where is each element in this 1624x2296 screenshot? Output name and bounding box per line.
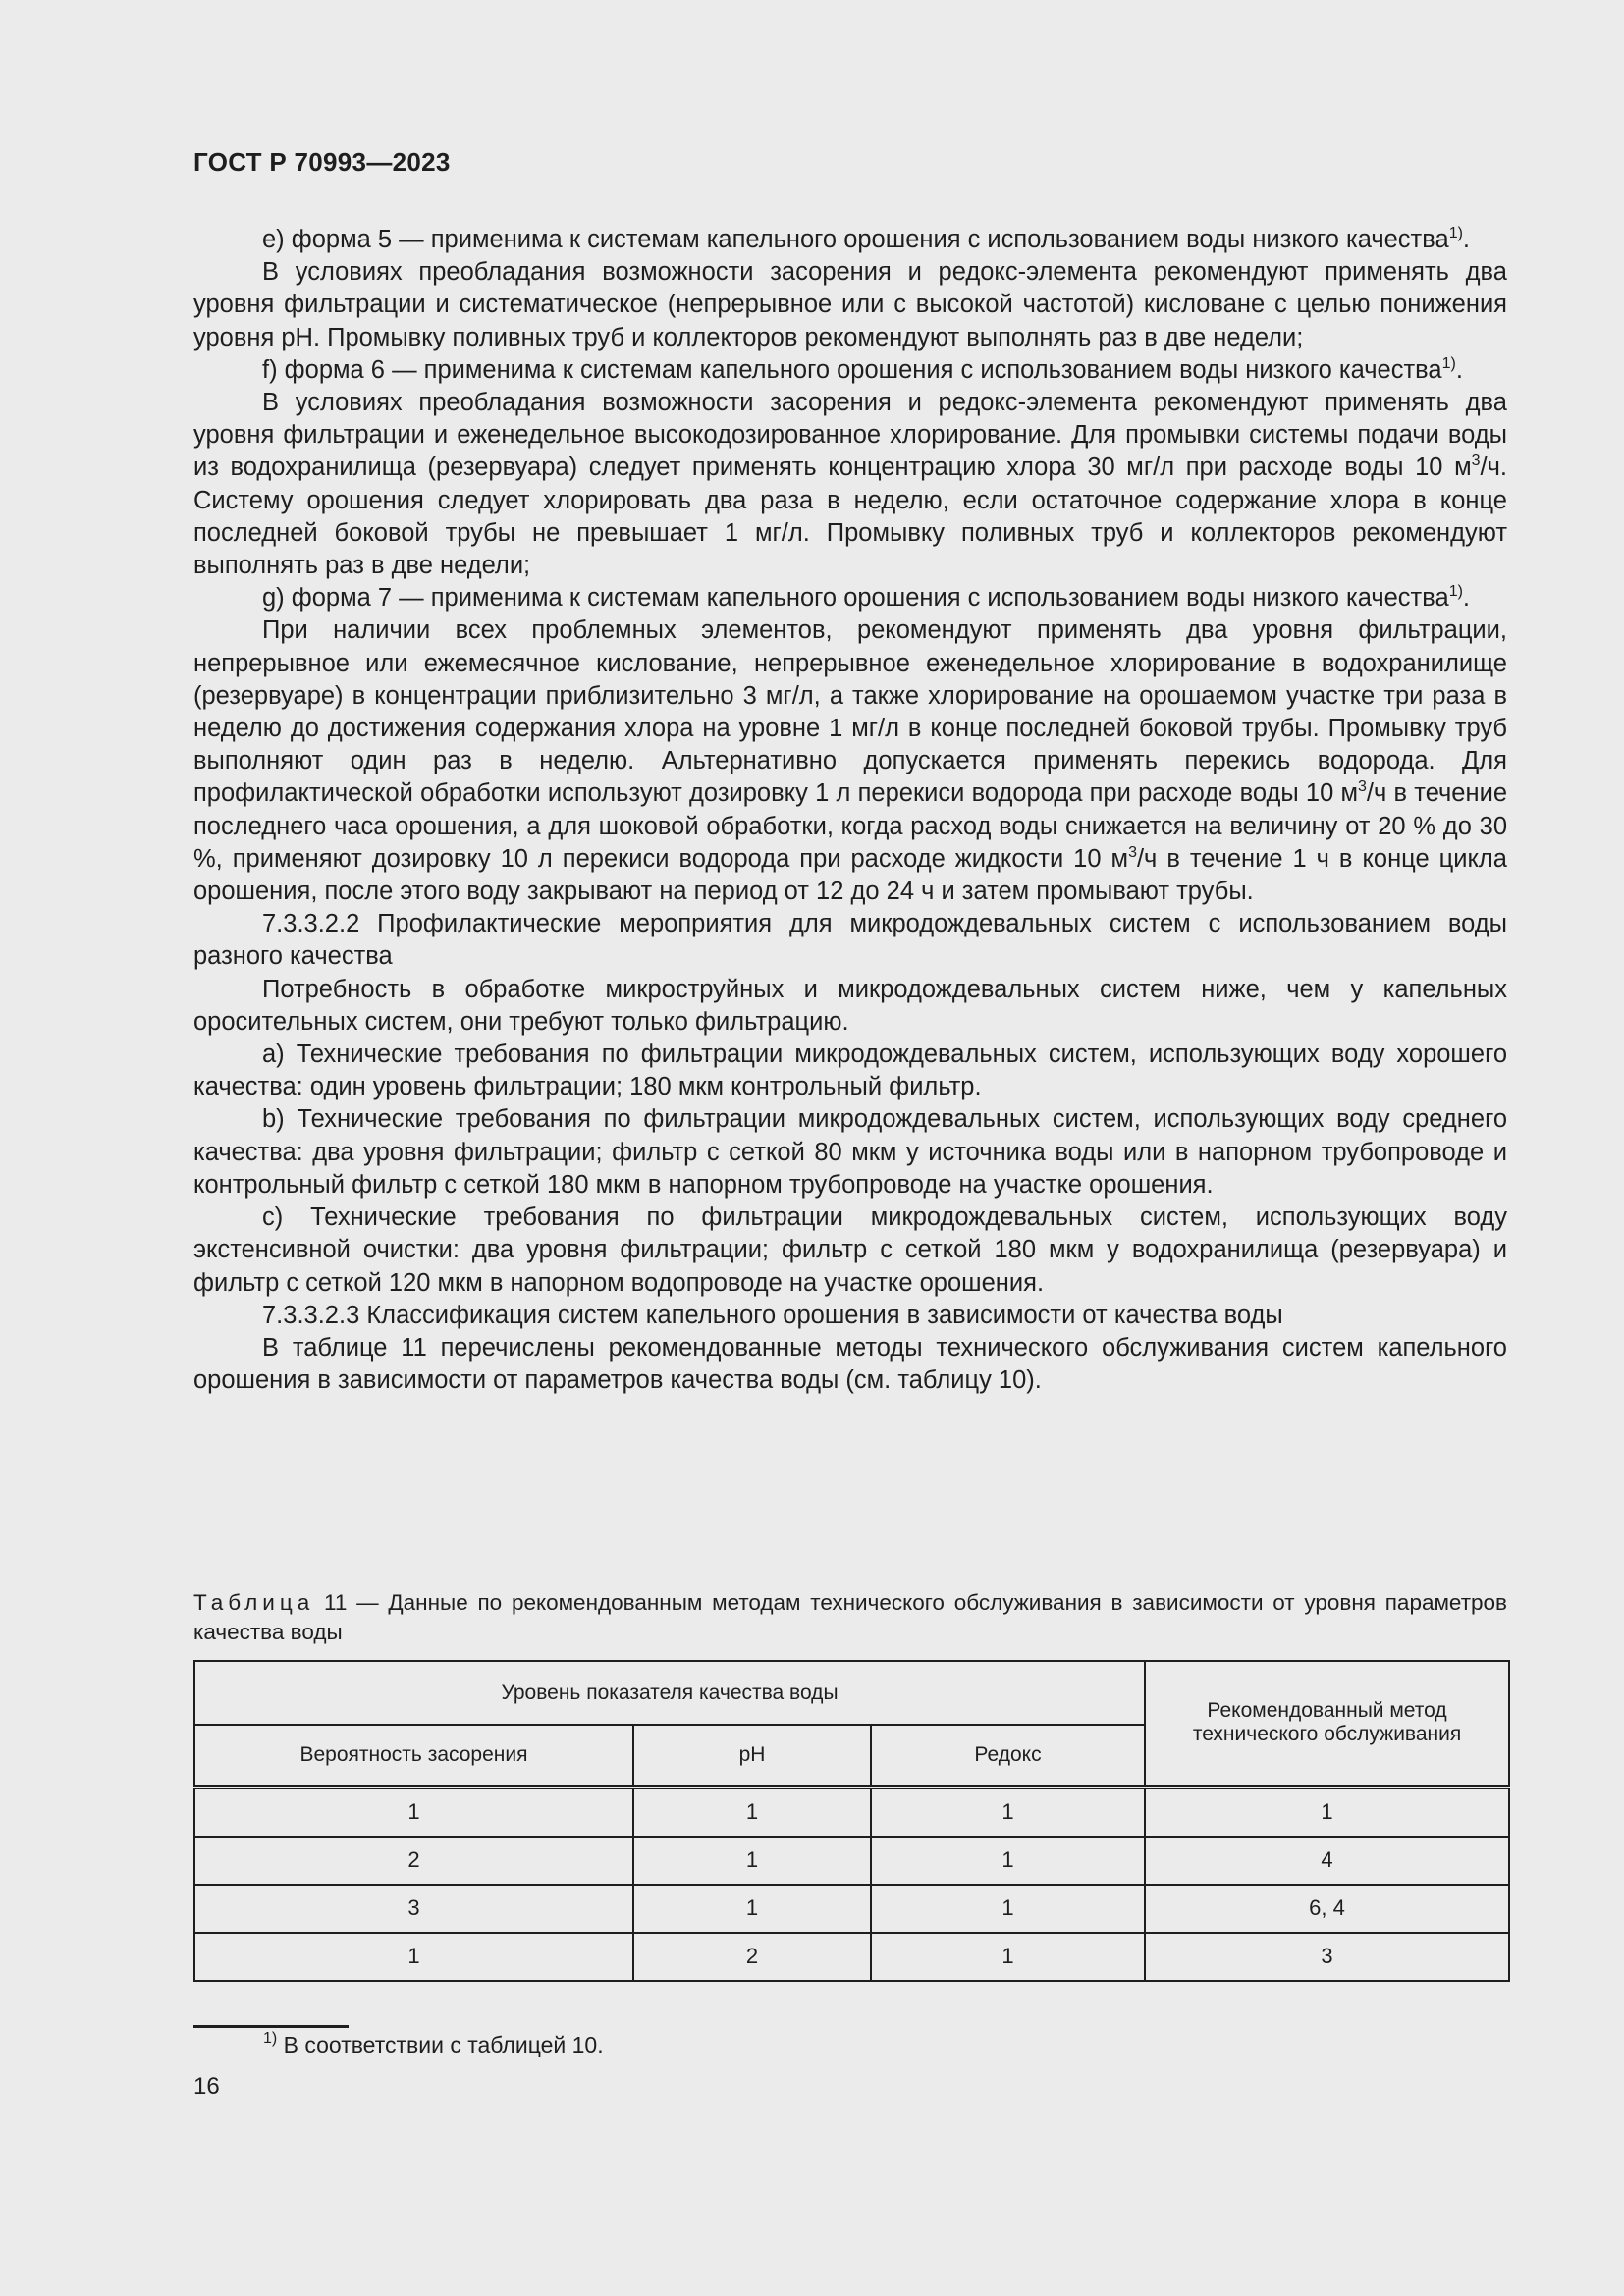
superscript: 3: [1358, 778, 1367, 796]
paragraph: 7.3.3.2.2 Профилактические мероприятия для микродождевальных систем с использованием воды разного качества: [193, 910, 1507, 971]
table-cell: 3: [1145, 1933, 1509, 1981]
table-cell: 1: [871, 1837, 1145, 1885]
paragraph: b) Технические требования по фильтрации микродождевальных систем, использующих воду среднего качества: два уровня фильтрации; фильтр с сеткой 80 мкм у источника воды или в напорном трубопроводе и контрольный фильтр с сеткой 180 мкм в напорном трубопроводе на участке орошения.: [193, 1105, 1507, 1199]
table-row: [194, 1787, 1509, 1837]
table-cell: 6, 4: [1145, 1885, 1509, 1933]
table-cell: 1: [1145, 1787, 1509, 1837]
table-cell: 1: [871, 1885, 1145, 1933]
footnote-ref: 1): [1448, 225, 1463, 241]
table-row: [194, 1885, 1509, 1933]
paragraph: В условиях преобладания возможности засорения и редокс-элемента рекомендуют применять два уровня фильтрации и еженедельное высокодозированное хлорирование. Для промывки системы подачи воды из водохранилища (резервуара) следует применять концентрацию хлора 30 мг/л при расходе воды 10 $м^3/ч$. Систему орошения следует хлорировать два раза в неделю, если остаточное содержание хлора в конце последней боковой трубы не превышает 1 мг/л. Промывку поливных труб и коллекторов рекомендуют выполнять раз в две недели;: [193, 389, 1507, 580]
paragraph: a) Технические требования по фильтрации микродождевальных систем, использующих воду хорошего качества: один уровень фильтрации; 180 мкм контрольный фильтр.: [193, 1041, 1507, 1101]
paragraph: В таблице 11 перечислены рекомендованные методы технического обслуживания систем капельного орошения в зависимости от параметров качества воды (см. таблицу 10).: [193, 1333, 1507, 1395]
footnote-mark: 1): [263, 2030, 278, 2047]
table-cell: 1: [194, 1787, 633, 1837]
table-group-header: Уровень показателя качества воды: [194, 1661, 1145, 1725]
paragraph: f) форма 6 — применима к системам капельного орошения с использованием воды низкого качества$^{1)}$.: [262, 354, 1463, 384]
paragraph: c) Технические требования по фильтрации микродождевальных систем, использующих воду экстенсивной очистки: два уровня фильтрации; фильтр с сеткой 180 мкм у водохранилища (резервуара) и фильтр с сеткой 120 мкм в напорном водопроводе на участке орошения.: [193, 1203, 1507, 1297]
table-cell: 2: [194, 1837, 633, 1885]
paragraph: 7.3.3.2.3 Классификация систем капельного орошения в зависимости от качества воды: [262, 1301, 1283, 1329]
superscript: 3: [1471, 453, 1481, 470]
footnote: $^{1)}$ В соответствии с таблицей 10.: [263, 2030, 604, 2057]
table-header-clogging: Вероятность засорения: [194, 1725, 633, 1787]
paragraph: В условиях преобладания возможности засорения и редокс-элемента рекомендуют применять два уровня фильтрации и систематическое (непрерывное или с высокой частотой) кисловане с целью понижения уровня рН. Промывку поливных труб и коллекторов рекомендуют выполнять раз в две недели;: [193, 258, 1507, 351]
page-number: 16: [193, 2073, 220, 2100]
paragraph: Потребность в обработке микроструйных и микродождевальных систем ниже, чем у капельных оросительных систем, они требуют только фильтрацию.: [193, 975, 1507, 1036]
table-cell: 2: [633, 1933, 871, 1981]
table-header-ph: pH: [633, 1725, 871, 1787]
table-cell: 4: [1145, 1837, 1509, 1885]
table-cell: 1: [871, 1933, 1145, 1981]
paragraph: е) форма 5 — применима к системам капельного орошения с использованием воды низкого качества$^{1)}$.: [262, 225, 1471, 253]
paragraph: g) форма 7 — применима к системам капельного орошения с использованием воды низкого качества$^{1)}$.: [262, 583, 1471, 613]
maintenance-table: [193, 1660, 1510, 1982]
table-row: [194, 1837, 1509, 1885]
table-cell: 1: [633, 1885, 871, 1933]
footnote-divider: [193, 2025, 349, 2028]
table-cell: 1: [194, 1933, 633, 1981]
table-header-method: Рекомендованный метод технического обслуживания: [1145, 1661, 1509, 1787]
table-cell: 1: [871, 1787, 1145, 1837]
document-header: ГОСТ Р 70993—2023: [193, 147, 451, 177]
table-header-redox: Редокс: [871, 1725, 1145, 1787]
document-body: [193, 224, 1507, 1397]
table-cell: 1: [633, 1837, 871, 1885]
footnote-ref: 1): [1441, 354, 1456, 372]
superscript: 3: [1128, 843, 1137, 861]
table-cell: 3: [194, 1885, 633, 1933]
table-cell: 1: [633, 1787, 871, 1837]
footnote-ref: 1): [1448, 583, 1463, 601]
table-row: [194, 1933, 1509, 1981]
paragraph: При наличии всех проблемных элементов, рекомендуют применять два уровня фильтрации, непрерывное или ежемесячное кислование, непрерывное еженедельное хлорирование в водохранилище (резервуаре) в концентрации приблизительно 3 мг/л, а также хлорирование на орошаемом участке три раза в неделю до достижения содержания хлора на уровне 1 мг/л в конце последней боковой трубы. Промывку труб выполняют один раз в неделю. Альтернативно допускается применять перекись водорода. Для профилактической обработки используют дозировку 1 л перекиси водорода при расходе воды 10 $м^3/ч$ в течение последнего часа орошения, а для шоковой обработки, когда расход воды снижается на величину от 20 % до 30 %, применяют дозировку 10 л перекиси водорода при расходе жидкости 10 $м^3/ч$ в течение 1 ч в конце цикла орошения, после этого воду закрывают на период от 12 до 24 ч и затем промывают трубы.: [193, 616, 1507, 906]
table-caption: Таблица 11 — Данные по рекомендованным методам технического обслуживания в зависимости от уровня параметров качества воды: [193, 1590, 1507, 1644]
